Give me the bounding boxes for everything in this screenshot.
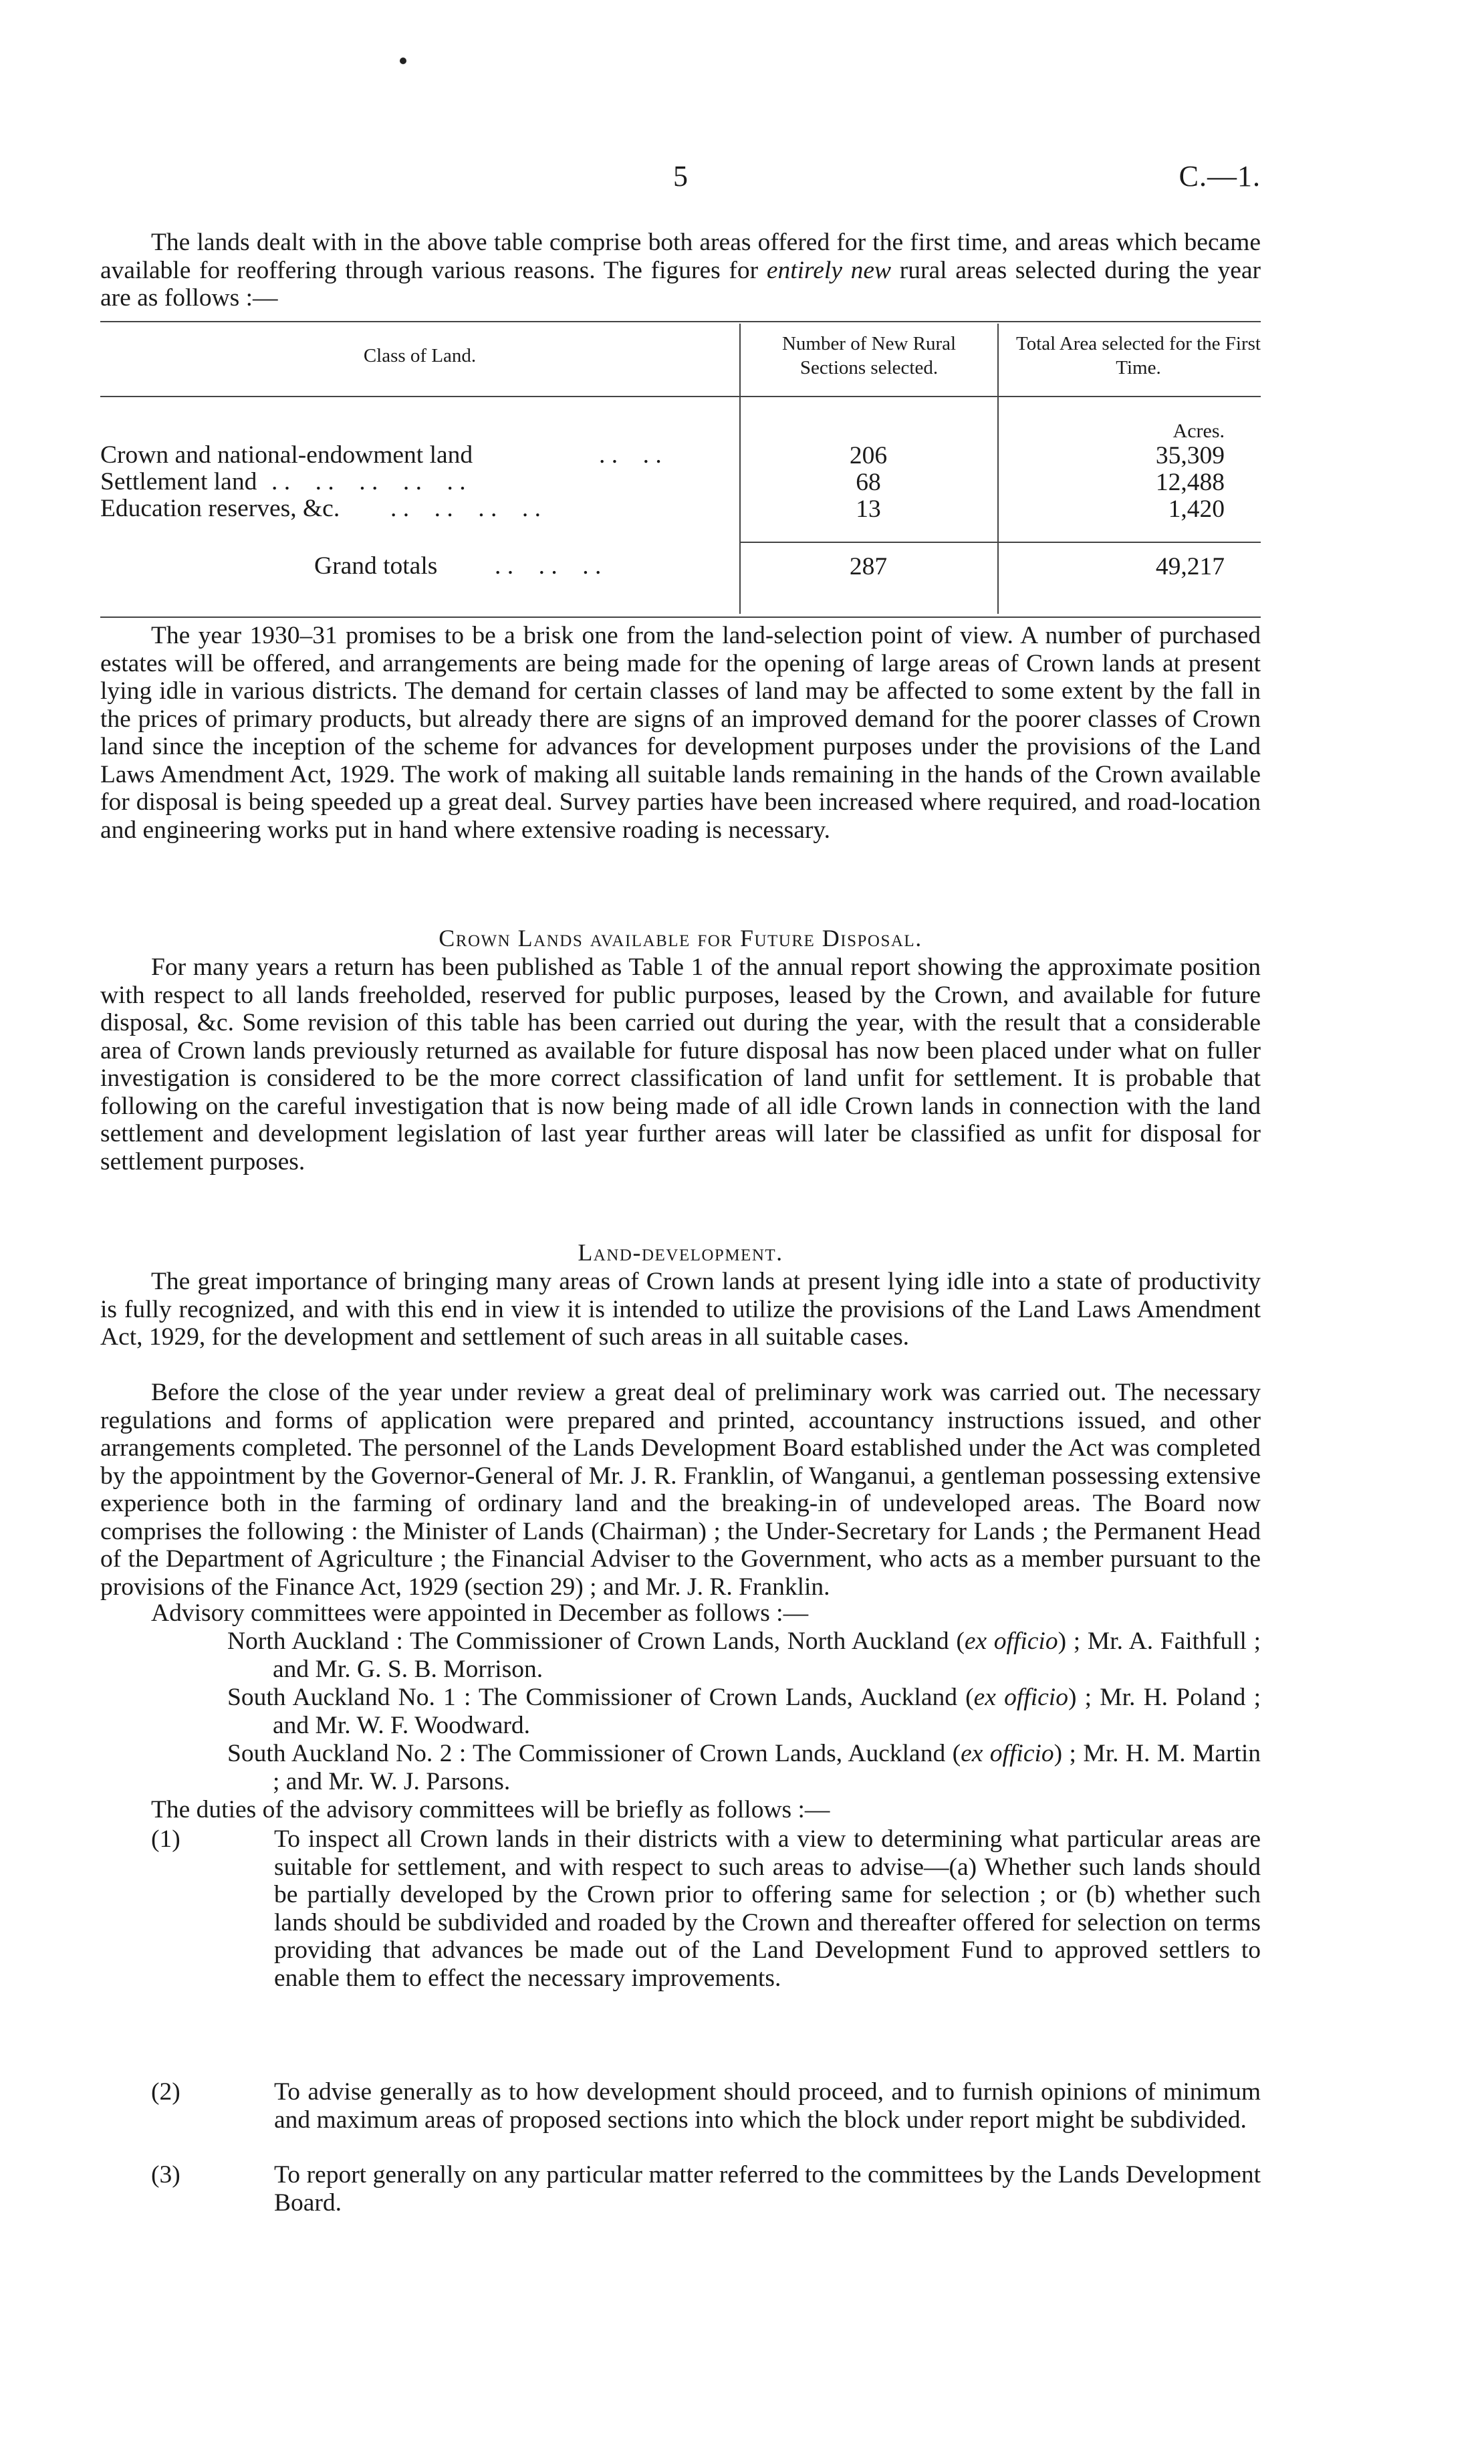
duty-number: (1) bbox=[151, 1825, 180, 1853]
column-header-class: Class of Land. bbox=[363, 345, 477, 366]
committee-north-auckland: North Auckland : The Commissioner of Crown Lands, North Auckland (ex officio) ; Mr. A. Faithfull ; and Mr. G. S. B. Morrison. bbox=[227, 1628, 1261, 1683]
table-cell-sections: 68 bbox=[856, 469, 881, 496]
intro-paragraph: The lands dealt with in the above table comprise both areas offered for the first time, and areas which became available for reoffering through various reasons. The figures for entirely new rural areas selected during the year are as follows :— bbox=[100, 229, 1261, 312]
table-row-leaders: . . . . . . bbox=[495, 552, 602, 580]
duty-item-1: (1) To inspect all Crown lands in their districts with a view to determining what particular areas are suitable for settlement, and with respect to such areas to advise—(a) Whether such lands should be partially developed by the Crown prior to offering same for selection ; or (b) whether such lands should be subdivided and roaded by the Crown and thereafter offered for selection on terms providing that advances be made out of the Land Development Fund to approved settlers to enable them to effect the necessary improvements. bbox=[151, 1825, 1261, 1992]
total-area: 49,217 bbox=[1155, 553, 1225, 580]
duty-item-2: (2) To advise generally as to how development should proceed, and to furnish opinions of minimum and maximum areas of proposed sections into which the block under report might be subdivided. bbox=[151, 2078, 1261, 2134]
column-header-sections: Number of New Rural Sections selected. bbox=[781, 333, 957, 378]
duty-number: (3) bbox=[151, 2161, 180, 2189]
table-row-label: Settlement land bbox=[100, 468, 257, 495]
column-header-area: Total Area selected for the First Time. bbox=[1016, 333, 1261, 378]
total-row-label: Grand totals bbox=[314, 552, 438, 580]
table-cell-area: 1,420 bbox=[1168, 495, 1225, 523]
table-row-leaders: . . . . . . . . bbox=[390, 495, 541, 522]
duty-number: (2) bbox=[151, 2078, 180, 2106]
table-cell-sections: 13 bbox=[856, 495, 881, 523]
table-top-rule bbox=[100, 321, 1261, 322]
table-bottom-rule bbox=[100, 617, 1261, 618]
new-rural-areas-table bbox=[100, 320, 1261, 619]
table-header-rule bbox=[100, 396, 1261, 397]
total-sections: 287 bbox=[849, 553, 888, 580]
future-disposal-paragraph: For many years a return has been published as Table 1 of the annual report showing the approximate position with respect to all lands freeholded, reserved for public purposes, leased by the Crown, and available for future disposal, &c. Some revision of this table has been carried out during the year, with the result that a considerable area of Crown lands previously returned as available for future disposal has now been placed under what on fuller investigation is considered to be the more correct classification of land unfit for settlement. It is probable that following on the careful investigation that is now being made of all idle Crown lands in connection with the land settlement and development legislation of last year further areas will later be classified as unfit for disposal for settlement purposes. bbox=[100, 954, 1261, 1175]
table-row-label: Education reserves, &c. bbox=[100, 495, 340, 522]
committees-intro: Advisory committees were appointed in December as follows :— bbox=[151, 1599, 809, 1627]
development-paragraph-1: The great importance of bringing many areas of Crown lands at present lying idle into a state of productivity is fully recognized, and with this end in view it is intended to utilize the provisions of the Land Laws Amendment Act, 1929, for the development and settlement of such areas in all suitable cases. bbox=[100, 1268, 1261, 1351]
page-header bbox=[100, 159, 1261, 206]
table-cell-sections: 206 bbox=[849, 442, 888, 469]
document-code: C.—1. bbox=[1179, 160, 1261, 193]
table-column-rule bbox=[997, 324, 999, 614]
emphasis-text: entirely new bbox=[766, 256, 892, 284]
duty-item-3: (3) To report generally on any particular matter referred to the committees by the Lands Development Board. bbox=[151, 2161, 1261, 2217]
committee-south-auckland-2: South Auckland No. 2 : The Commissioner of Crown Lands, Auckland (ex officio) ; Mr. H. M. Martin ; and Mr. W. J. Parsons. bbox=[227, 1740, 1261, 1795]
table-row-leaders: . . . . bbox=[599, 441, 662, 469]
table-row-label: Crown and national-endowment land bbox=[100, 441, 473, 469]
table-cell-area: 12,488 bbox=[1155, 469, 1225, 496]
page-number: 5 bbox=[673, 160, 688, 193]
committee-south-auckland-1: South Auckland No. 1 : The Commissioner of Crown Lands, Auckland (ex officio) ; Mr. H. Poland ; and Mr. W. F. Woodward. bbox=[227, 1684, 1261, 1739]
section-heading-future-disposal: Crown Lands available for Future Disposal. bbox=[439, 925, 922, 951]
table-total-rule bbox=[739, 542, 1261, 543]
duties-intro: The duties of the advisory committees will be briefly as follows :— bbox=[151, 1796, 830, 1823]
table-cell-area: 35,309 bbox=[1155, 442, 1225, 469]
ink-dot bbox=[400, 58, 406, 64]
table-row-leaders: . . . . . . . . . . bbox=[271, 468, 466, 495]
outlook-paragraph: The year 1930–31 promises to be a brisk one from the land-selection point of view. A number of purchased estates will be offered, and arrangements are being made for the opening of large areas of Crown lands at present lying idle in various districts. The demand for certain classes of land may be affected to some extent by the fall in the prices of primary products, but already there are signs of an improved demand for the poorer classes of Crown land since the inception of the scheme for advances for development purposes under the provisions of the Land Laws Amendment Act, 1929. The work of making all suitable lands remaining in the hands of the Crown available for disposal is being speeded up a great deal. Survey parties have been increased where required, and road-location and engineering works put in hand where extensive roading is necessary. bbox=[100, 622, 1261, 844]
development-paragraph-2: Before the close of the year under review a great deal of preliminary work was carried out. The necessary regulations and forms of application were prepared and printed, accountancy instructions issued, and other arrangements completed. The personnel of the Lands Development Board established under the Act was completed by the appointment by the Governor-General of Mr. J. R. Franklin, of Wanganui, a gentleman possessing extensive experience both in the farming of ordinary land and the breaking-in of undeveloped areas. The Board now comprises the following : the Minister of Lands (Chairman) ; the Under-Secretary for Lands ; the Permanent Head of the Department of Agriculture ; the Financial Adviser to the Government, who acts as a member pursuant to the provisions of the Finance Act, 1929 (section 29) ; and Mr. J. R. Franklin. bbox=[100, 1379, 1261, 1601]
unit-label: Acres. bbox=[1172, 420, 1225, 442]
section-heading-land-development: Land-development. bbox=[578, 1239, 783, 1266]
